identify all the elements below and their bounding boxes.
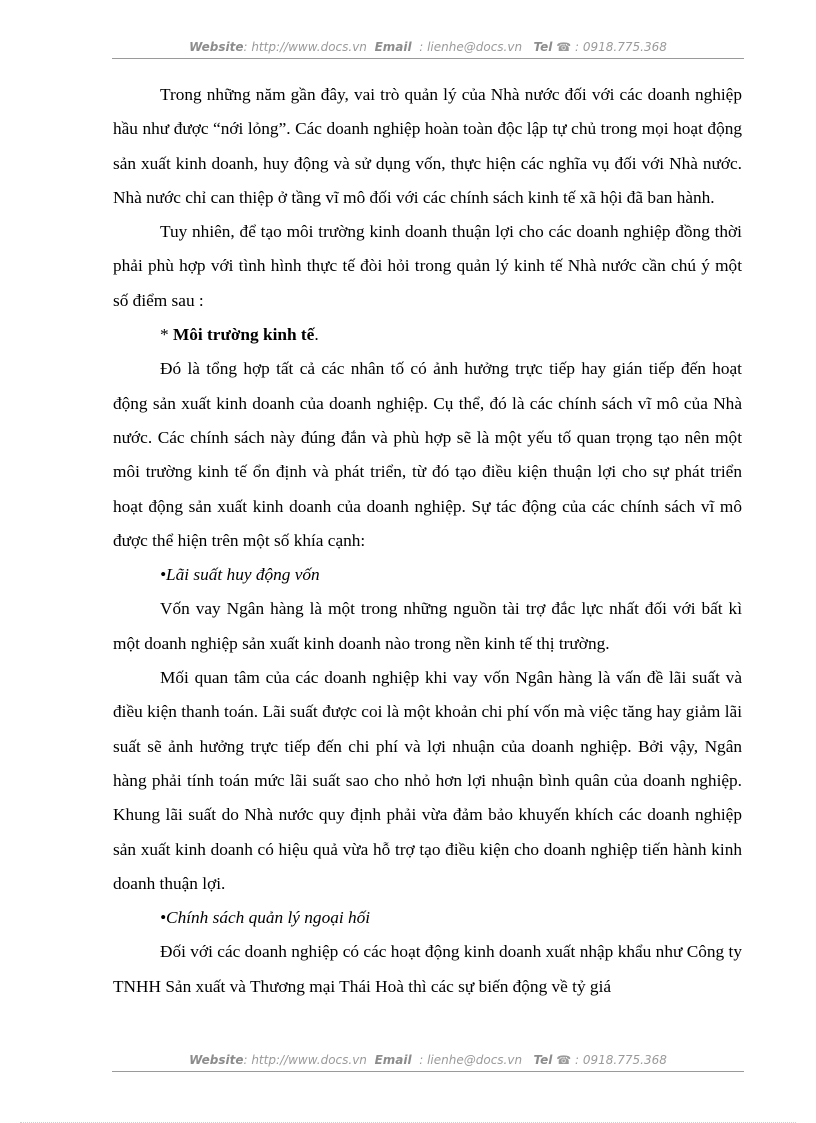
subheading-interest-rate: •Lãi suất huy động vốn: [160, 565, 320, 585]
header-email-address[interactable]: : lienhe@docs.vn: [419, 40, 523, 54]
section-heading: [113, 318, 742, 352]
subheading-forex-policy: •Chính sách quản lý ngoại hối: [160, 908, 371, 928]
header-email-label: Email: [374, 40, 412, 54]
heading-end: .: [314, 325, 319, 345]
paragraph-4: Vốn vay Ngân hàng là một trong những nguồn tài trợ đắc lực nhất đối với bất kì một doanh nghiệp sản xuất kinh doanh nào trong nền kinh tế thị trường.: [113, 599, 742, 653]
footer-email-label: Email: [374, 1053, 412, 1067]
heading-marker: *: [160, 325, 173, 345]
document-body: [113, 78, 742, 1004]
page-footer: [112, 1052, 744, 1068]
footer-website-label: Website: [189, 1053, 244, 1067]
footer-divider: [112, 1071, 744, 1072]
header-tel-label: Tel: [533, 40, 553, 54]
header-divider: [112, 58, 744, 59]
footer-website-url[interactable]: : http://www.docs.vn: [243, 1053, 367, 1067]
footer-tel-label: Tel: [533, 1053, 553, 1067]
paragraph-3: Đó là tổng hợp tất cả các nhân tố có ảnh hưởng trực tiếp hay gián tiếp đến hoạt động sản xuất kinh doanh của doanh nghiệp. Cụ thể, đó là các chính sách vĩ mô của Nhà nước. Các chính sách này đúng đắn và phù hợp sẽ là một yếu tố quan trọng tạo nên một môi trường kinh tế ổn định và phát triển, từ đó tạo điều kiện thuận lợi cho sự phát triển hoạt động sản xuất kinh doanh của doanh nghiệp. Sự tác động của các chính sách vĩ mô được thể hiện trên một số khía cạnh:: [113, 359, 742, 550]
header-website-label: Website: [189, 40, 244, 54]
header-tel-number: ☎ : 0918.775.368: [556, 40, 667, 54]
paragraph-1: Trong những năm gần đây, vai trò quản lý của Nhà nước đối với các doanh nghiệp hầu như được “nới lỏng”. Các doanh nghiệp hoàn toàn độc lập tự chủ trong mọi hoạt động sản xuất kinh doanh, huy động và sử dụng vốn, thực hiện các nghĩa vụ đối với Nhà nước. Nhà nước chỉ can thiệp ở tầng vĩ mô đối với các chính sách kinh tế xã hội đã ban hành.: [113, 85, 742, 207]
paragraph-2: Tuy nhiên, để tạo môi trường kinh doanh thuận lợi cho các doanh nghiệp đồng thời phải phù hợp với tình hình thực tế đòi hỏi trong quản lý kinh tế Nhà nước cần chú ý một số điểm sau :: [113, 222, 742, 310]
page-header: [112, 39, 744, 55]
footer-tel-number: ☎ : 0918.775.368: [556, 1053, 667, 1067]
header-website-url[interactable]: : http://www.docs.vn: [243, 40, 367, 54]
heading-text: Môi trường kinh tế: [172, 325, 315, 345]
paragraph-5: Mối quan tâm của các doanh nghiệp khi vay vốn Ngân hàng là vấn đề lãi suất và điều kiện thanh toán. Lãi suất được coi là một khoản chi phí vốn mà việc tăng hay giảm lãi suất sẽ ảnh hưởng trực tiếp đến chi phí và lợi nhuận của doanh nghiệp. Bởi vậy, Ngân hàng phải tính toán mức lãi suất sao cho nhỏ hơn lợi nhuận bình quân của doanh nghiệp. Khung lãi suất do Nhà nước quy định phải vừa đảm bảo khuyến khích các doanh nghiệp sản xuất kinh doanh có hiệu quả vừa hỗ trợ tạo điều kiện cho doanh nghiệp tiến hành kinh doanh thuận lợi.: [113, 668, 742, 893]
paragraph-6: Đối với các doanh nghiệp có các hoạt động kinh doanh xuất nhập khẩu như Công ty TNHH Sản xuất và Thương mại Thái Hoà thì các sự biến động về tỷ giá: [113, 942, 742, 996]
footer-email-address[interactable]: : lienhe@docs.vn: [419, 1053, 523, 1067]
